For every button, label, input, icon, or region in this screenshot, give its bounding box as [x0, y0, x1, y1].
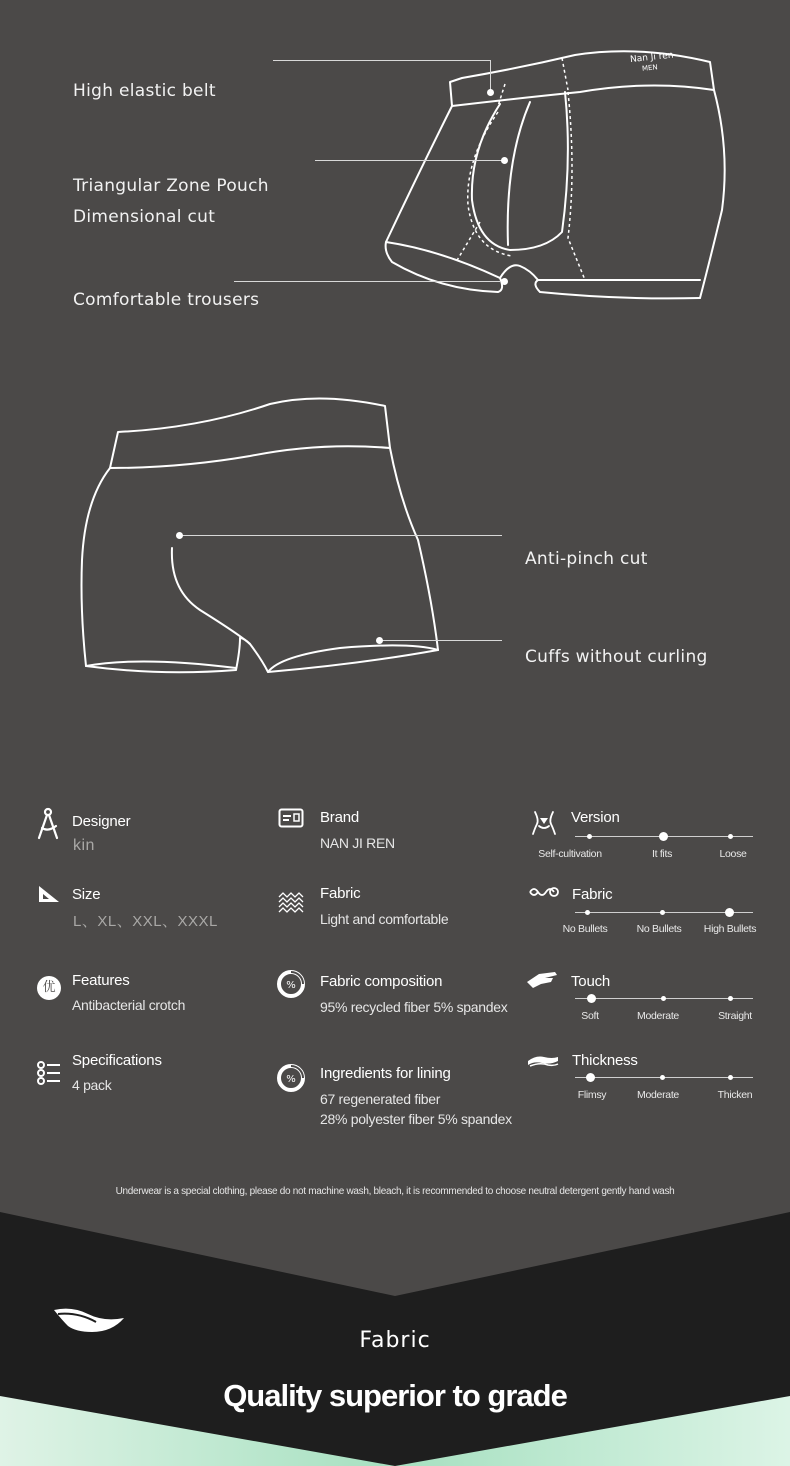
scale-fabric-label-2: High Bullets [703, 923, 757, 935]
callout-line-belt-down [490, 60, 491, 92]
callout-line-trousers [234, 281, 506, 282]
scale-touch-dot-1 [661, 996, 666, 1001]
callout-line-pouch [315, 160, 505, 161]
callout-dot-belt [487, 89, 494, 96]
spec-brand-value: NAN JI REN [320, 835, 395, 851]
scale-fabric-dot-2 [725, 908, 734, 917]
scale-touch-dot-0 [587, 994, 596, 1003]
scale-thickness-label-2: Thicken [717, 1089, 753, 1101]
svg-text:%: % [286, 980, 296, 991]
bottom-slogan: Quality superior to grade [223, 1378, 567, 1413]
list-icon [36, 1060, 62, 1086]
callout-triangular-zone-pouch: Triangular Zone Pouch [73, 176, 269, 196]
scale-version-label-0: Self-cultivation [538, 848, 602, 860]
lining-percent-circle-icon [277, 1064, 305, 1092]
layers-icon [526, 1053, 560, 1069]
scale-thickness-label-1: Moderate [637, 1089, 679, 1101]
callout-cuffs-without-curling: Cuffs without curling [525, 647, 708, 667]
bottom-section-title: Fabric [359, 1328, 431, 1353]
scale-touch-title: Touch [571, 973, 611, 990]
scale-thickness-label-0: Flimsy [577, 1089, 607, 1101]
scale-version-label-1: It fits [651, 848, 673, 860]
spec-specifications-value: 4 pack [72, 1077, 112, 1093]
scale-touch-label-1: Moderate [637, 1010, 679, 1022]
spec-fabric-composition-title: Fabric composition [320, 973, 443, 990]
scale-version-dot-1 [659, 832, 668, 841]
spec-lining-value-1: 67 regenerated fiber [320, 1091, 441, 1107]
waistband-brand-text: Nan Ji ren [629, 50, 674, 66]
spec-features-title: Features [72, 972, 130, 989]
scale-thickness-title: Thickness [572, 1052, 638, 1069]
spec-fabric-value: Light and comfortable [320, 911, 449, 927]
spec-features-value: Antibacterial crotch [72, 997, 186, 1013]
callout-dot-pouch [501, 157, 508, 164]
scale-touch-label-0: Soft [581, 1010, 599, 1022]
features-badge-icon: 优 [37, 976, 61, 1000]
scale-version-label-2: Loose [719, 848, 747, 860]
scale-fabric-label-1: No Bullets [636, 923, 682, 935]
compass-icon [36, 806, 60, 842]
spec-lining-title: Ingredients for lining [320, 1065, 451, 1082]
waistband-brand-subtext: MEN [641, 63, 659, 73]
svg-text:%: % [286, 1074, 296, 1085]
callout-dot-trousers [501, 278, 508, 285]
spec-lining-value-2: 28% polyester fiber 5% spandex [320, 1111, 512, 1127]
scale-fabric-label-0: No Bullets [562, 923, 608, 935]
scale-version-title: Version [571, 809, 620, 826]
scale-thickness-dot-2 [728, 1075, 733, 1080]
scale-fabric-dot-0 [585, 910, 590, 915]
spec-fabric-composition-value: 95% recycled fiber 5% spandex [320, 999, 508, 1015]
callout-dot-cuffs [376, 637, 383, 644]
callout-line-anti-pinch [180, 535, 502, 536]
body-shape-icon [531, 810, 557, 836]
spec-size-value: L、XL、XXL、XXXL [73, 913, 218, 930]
callout-line-cuffs [380, 640, 502, 641]
callout-line-belt [273, 60, 491, 61]
scale-touch-label-2: Straight [718, 1010, 752, 1022]
scale-fabric-dot-1 [660, 910, 665, 915]
spec-size-title: Size [72, 886, 101, 903]
callout-comfortable-trousers: Comfortable trousers [73, 290, 260, 310]
spec-brand-title: Brand [320, 809, 360, 826]
id-card-icon [278, 808, 304, 828]
callout-high-elastic-belt: High elastic belt [73, 81, 216, 101]
fabric-weave-icon [277, 892, 307, 914]
spec-designer-title: Designer [72, 813, 131, 830]
fiber-loops-icon [528, 884, 560, 900]
scale-touch-dot-2 [728, 996, 733, 1001]
ruler-triangle-icon [37, 884, 61, 904]
callout-dot-anti-pinch [176, 532, 183, 539]
spec-specifications-title: Specifications [72, 1052, 162, 1069]
callout-dimensional-cut: Dimensional cut [73, 207, 216, 227]
scale-version-dot-0 [587, 834, 592, 839]
spec-designer-value: kin [73, 837, 95, 854]
care-note: Underwear is a special clothing, please do not machine wash, bleach, it is recommended to choose neutral detergent gently hand wash [115, 1186, 675, 1197]
scale-fabric-title: Fabric [572, 886, 613, 903]
callout-anti-pinch-cut: Anti-pinch cut [525, 549, 648, 569]
scale-thickness-dot-0 [586, 1073, 595, 1082]
scale-version-dot-2 [728, 834, 733, 839]
scale-thickness-dot-1 [660, 1075, 665, 1080]
spec-fabric-title: Fabric [320, 885, 361, 902]
hand-touch-icon [525, 970, 559, 990]
percent-circle-icon [277, 970, 305, 998]
